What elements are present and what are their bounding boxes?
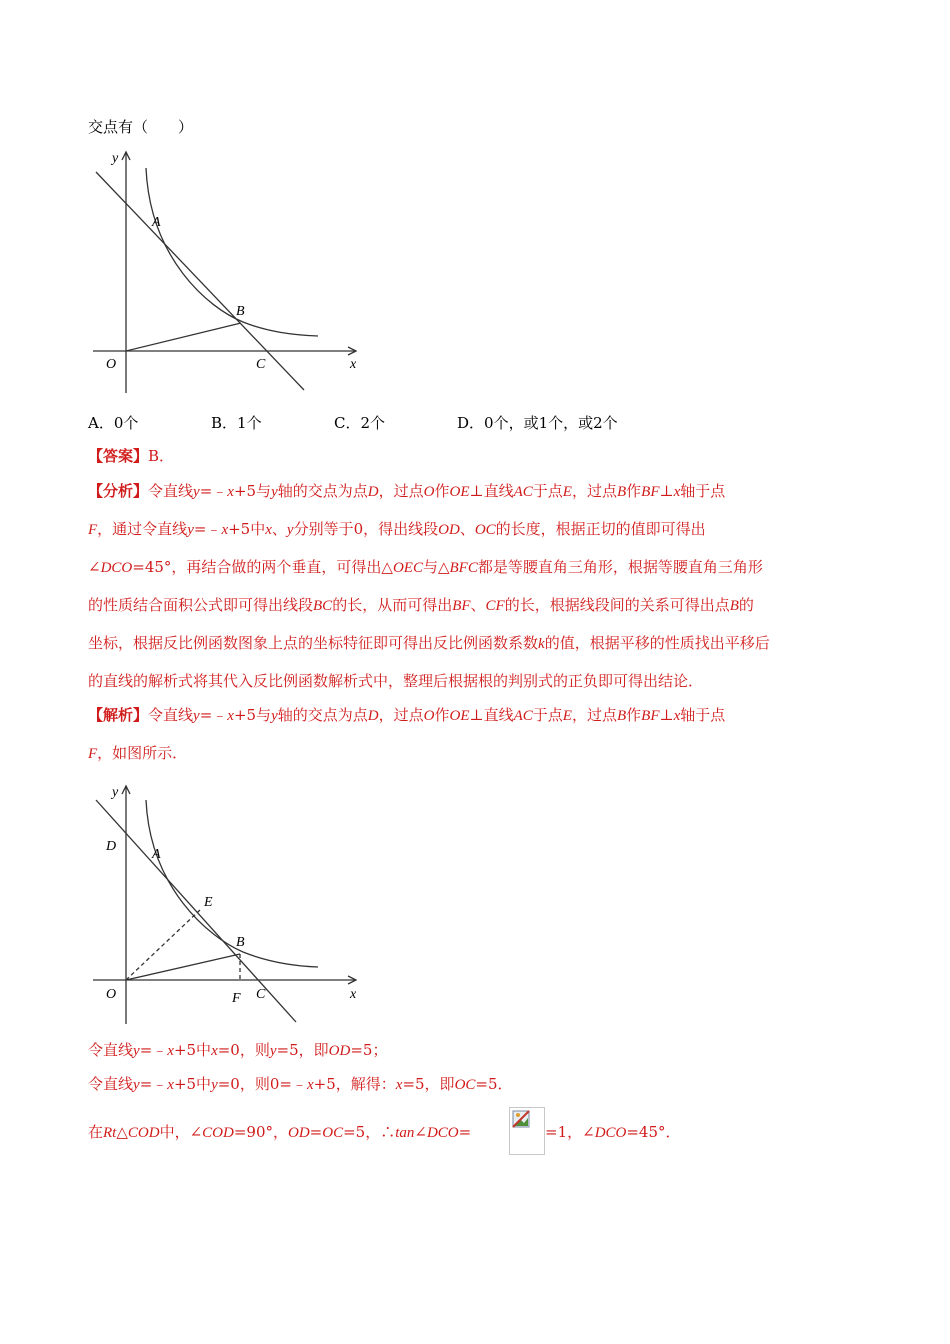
step-3: 在Rt△COD中，∠COD=90°，OD=OC=5，∴tan∠DCO= bbox=[88, 1123, 472, 1141]
solution-tag: 【解析】 bbox=[88, 706, 149, 724]
step-1: 令直线y=﹣x+5中x=0，则y=5，即OD=5； bbox=[88, 1041, 388, 1059]
fig2-label-f: F bbox=[232, 991, 241, 1006]
fig2-label-o: O bbox=[106, 987, 117, 1002]
choice-d: D．0个，或1个，或2个 bbox=[457, 414, 618, 432]
answer-tag: 【答案】 bbox=[88, 447, 149, 465]
step-3-tail: =1，∠DCO=45°． bbox=[545, 1123, 681, 1141]
analysis-line-3: ∠DCO=45°，再结合做的两个垂直，可得出△OEC与△BFC都是等腰直角三角形，根据等腰直角三角形 bbox=[88, 558, 763, 576]
fig1-label-c: C bbox=[256, 357, 266, 372]
answer-line bbox=[88, 446, 174, 466]
figure-2 bbox=[88, 782, 360, 1032]
analysis-line-1: 【分析】令直线y=﹣x+5与y轴的交点为点D，过点O作OE⊥直线AC于点E，过点B作BF⊥x轴于点 bbox=[88, 482, 726, 500]
fig1-label-x: x bbox=[350, 357, 357, 372]
fig2-label-y: y bbox=[112, 785, 119, 800]
fig2-label-c: C bbox=[256, 987, 266, 1002]
figure-1 bbox=[88, 148, 360, 398]
analysis-line-5: 坐标，根据反比例函数图象上点的坐标特征即可得出反比例函数系数k的值，根据平移的性质找出平移后 bbox=[88, 634, 770, 652]
fig2-label-x: x bbox=[350, 987, 357, 1002]
broken-image-icon bbox=[512, 1110, 530, 1128]
fig1-label-o: O bbox=[106, 357, 117, 372]
choice-c: C．2个 bbox=[334, 414, 386, 432]
solution-line-2: F，如图所示． bbox=[88, 744, 188, 762]
analysis-tag: 【分析】 bbox=[88, 482, 149, 500]
step-2: 令直线y=﹣x+5中y=0，则0=﹣x+5，解得：x=5，即OC=5． bbox=[88, 1075, 513, 1093]
fig1-label-a: A bbox=[152, 215, 161, 230]
fig2-label-b: B bbox=[236, 935, 245, 950]
analysis-line-4: 的性质结合面积公式即可得出线段BC的长，从而可得出BF、CF的长，根据线段间的关系可得出点B的 bbox=[88, 596, 754, 614]
fig2-label-e: E bbox=[204, 895, 213, 910]
segment-ob bbox=[126, 323, 241, 351]
segment-ob bbox=[126, 954, 240, 980]
fig2-label-d: D bbox=[106, 839, 117, 854]
broken-image-placeholder bbox=[509, 1107, 545, 1155]
answer-text: B． bbox=[148, 447, 175, 465]
analysis-line-6: 的直线的解析式将其代入反比例函数解析式中，整理后根据根的判别式的正负即可得出结论． bbox=[88, 672, 704, 690]
analysis-line-2: F，通过令直线y=﹣x+5中x、y分别等于0，得出线段OD、OC的长度，根据正切的值即可得出 bbox=[88, 520, 706, 538]
question-stem-tail: 交点有（ ） bbox=[88, 118, 194, 136]
segment-oe bbox=[126, 910, 200, 980]
solution-line-1: 【解析】令直线y=﹣x+5与y轴的交点为点D，过点O作OE⊥直线AC于点E，过点B作BF⊥x轴于点 bbox=[88, 706, 726, 724]
fig1-label-b: B bbox=[236, 304, 245, 319]
fig2-label-a: A bbox=[152, 847, 161, 862]
fig1-label-y: y bbox=[112, 151, 119, 166]
line-ac bbox=[96, 172, 304, 390]
choice-a: A．0个 bbox=[88, 414, 139, 432]
choice-b: B．1个 bbox=[211, 414, 262, 432]
